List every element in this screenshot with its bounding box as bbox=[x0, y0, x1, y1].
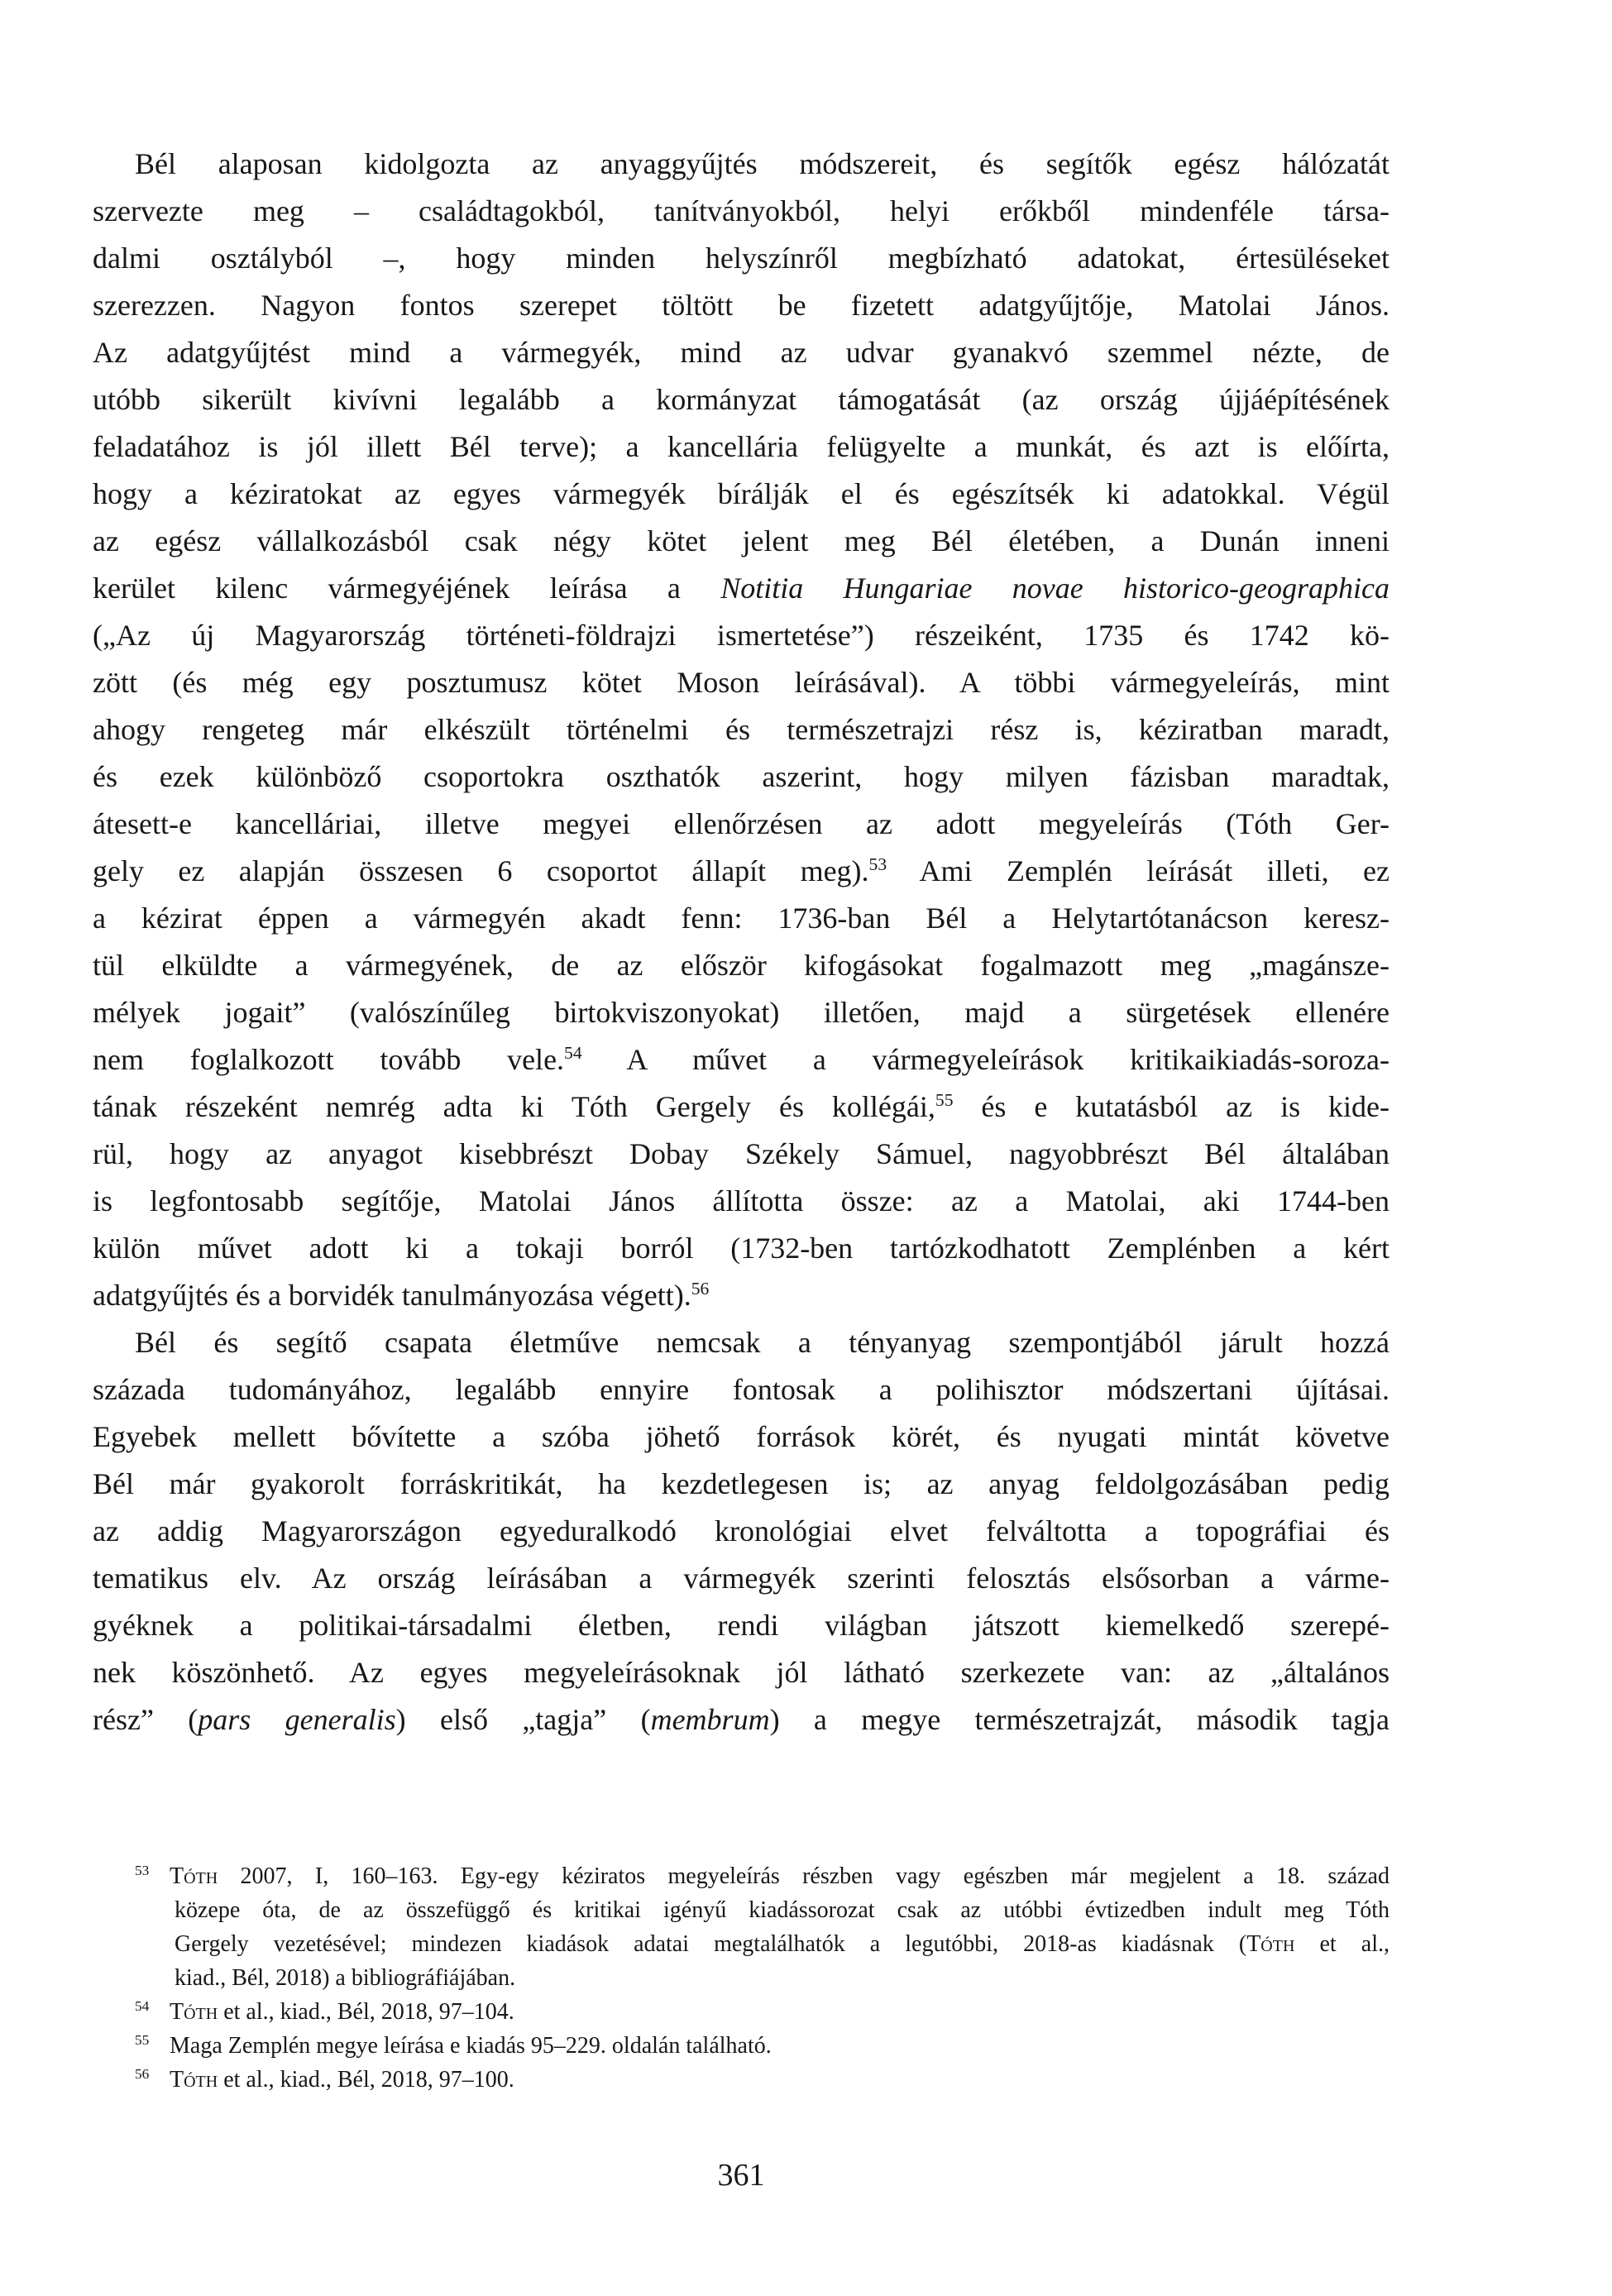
footnote-ref: 54 bbox=[564, 1043, 582, 1063]
text-run: tematikus elv. Az ország leírásában a vármegyék szerinti felosztás elsősorban a várme- bbox=[93, 1562, 1390, 1595]
italic-text: pars generalis bbox=[198, 1703, 396, 1736]
text-line bbox=[93, 1461, 1390, 1508]
text-run: kiad., Bél, 2018) a bibliográfiájában. bbox=[175, 1965, 516, 1991]
text-run: kerület kilenc vármegyéjének leírása a bbox=[93, 572, 721, 605]
text-run: Bél és segítő csapata életműve nemcsak a tényanyag szempontjából járult hozzá bbox=[135, 1326, 1390, 1359]
text-line bbox=[93, 1036, 1390, 1083]
footnote-line bbox=[175, 1961, 1390, 1995]
footnote bbox=[93, 2029, 1390, 2063]
text-run: Az adatgyűjtést mind a vármegyék, mind az udvar gyanakvó szemmel nézte, de bbox=[93, 336, 1390, 369]
smallcaps-name: Tóth bbox=[170, 1863, 218, 1889]
footnote-line: 56 Tóth et al., kiad., Bél, 2018, 97–100. bbox=[135, 2065, 514, 2093]
text-run: is legfontosabb segítője, Matolai János állította össze: az a Matolai, aki 1744-ben bbox=[93, 1184, 1390, 1217]
text-run: ) első „tagja” ( bbox=[395, 1703, 651, 1736]
footnotes-section bbox=[93, 1859, 1390, 2097]
text-line bbox=[93, 942, 1390, 989]
text-run: rül, hogy az anyagot kisebbrészt Dobay Székely Sámuel, nagyobbrészt Bél általában bbox=[93, 1137, 1390, 1170]
text-line bbox=[93, 1319, 1390, 1366]
smallcaps-name: Tóth bbox=[170, 2067, 218, 2093]
text-run: Egyebek mellett bővítette a szóba jöhető források körét, és nyugati mintát követve bbox=[93, 1420, 1390, 1453]
text-line bbox=[93, 1272, 1390, 1319]
text-run: ) a megye természetrajzát, második tagja bbox=[769, 1703, 1390, 1736]
text-run: („Az új Magyarország történeti-földrajzi ismertetése”) részeiként, 1735 és 1742 kö- bbox=[93, 619, 1390, 652]
italic-text: Notitia Hungariae novae historico-geographica bbox=[720, 572, 1390, 605]
text-line bbox=[93, 895, 1390, 942]
text-line bbox=[93, 518, 1390, 565]
page-number: 361 bbox=[717, 2158, 765, 2193]
text-run: et al., bbox=[1294, 1931, 1390, 1957]
text-run: külön művet adott ki a tokaji borról (1732-ben tartózkodhatott Zemplénben a kért bbox=[93, 1232, 1390, 1265]
text-line bbox=[93, 1083, 1390, 1131]
text-line bbox=[93, 1366, 1390, 1413]
text-run: zött (és még egy posztumusz kötet Moson leírásával). A többi vármegyeleírás, mint bbox=[93, 666, 1390, 699]
text-line bbox=[93, 1131, 1390, 1178]
text-line bbox=[93, 376, 1390, 423]
text-line bbox=[93, 282, 1390, 329]
text-line bbox=[93, 989, 1390, 1036]
text-run: gyéknek a politikai-társadalmi életben, rendi világban játszott kiemelkedő szerepé- bbox=[93, 1609, 1390, 1642]
text-run: Gergely vezetésével; mindezen kiadások adatai megtalálhatók a legutóbbi, 2018-as kiadásnak ( bbox=[175, 1931, 1247, 1957]
text-run: hogy a kéziratokat az egyes vármegyék bírálják el és egészítsék ki adatokkal. Végül bbox=[93, 477, 1390, 510]
footnote bbox=[93, 2063, 1390, 2097]
text-run: et al., kiad., Bél, 2018, 97–104. bbox=[218, 1999, 514, 2025]
text-run: Maga Zemplén megye leírása e kiadás 95–229. oldalán található. bbox=[170, 2033, 772, 2059]
text-run: gely ez alapján összesen 6 csoportot állapít meg). bbox=[93, 854, 869, 887]
text-line bbox=[93, 753, 1390, 801]
text-line bbox=[93, 801, 1390, 848]
text-line bbox=[93, 659, 1390, 706]
text-run: tül elküldte a vármegyének, de az először kifogásokat fogalmazott meg „magánsze- bbox=[93, 949, 1390, 982]
text-run: A művet a vármegyeleírások kritikaikiadás-soroza- bbox=[581, 1043, 1390, 1076]
text-line bbox=[93, 471, 1390, 518]
italic-text: membrum bbox=[650, 1703, 770, 1736]
text-line bbox=[93, 235, 1390, 282]
footnote-line: 55 Maga Zemplén megye leírása e kiadás 95–229. oldalán található. bbox=[135, 2031, 772, 2059]
text-run: utóbb sikerült kivívni legalább a kormányzat támogatását (az ország újjáépítésének bbox=[93, 383, 1390, 416]
footnote-ref: 53 bbox=[868, 854, 887, 874]
footnote-line bbox=[175, 1893, 1390, 1927]
text-line bbox=[93, 1413, 1390, 1461]
text-run: a kézirat éppen a vármegyén akadt fenn: 1736-ban Bél a Helytartótanácson keresz- bbox=[93, 902, 1390, 935]
footnote-line bbox=[175, 1927, 1390, 1961]
text-run: átesett-e kancelláriai, illetve megyei ellenőrzésen az adott megyeleírás (Tóth Ger- bbox=[93, 807, 1390, 840]
text-run: az egész vállalkozásból csak négy kötet jelent meg Bél életében, a Dunán inneni bbox=[93, 524, 1390, 557]
text-run: Bél alaposan kidolgozta az anyaggyűjtés módszereit, és segítők egész hálózatát bbox=[135, 147, 1390, 180]
text-run: mélyek jogait” (valószínűleg birtokviszonyokat) illetően, majd a sürgetések ellenére bbox=[93, 996, 1390, 1029]
text-line bbox=[93, 1178, 1390, 1225]
footnote bbox=[93, 1859, 1390, 1995]
text-run: feladatához is jól illett Bél terve); a kancellária felügyelte a munkát, és azt is előírta, bbox=[93, 430, 1390, 463]
text-run: szerezzen. Nagyon fontos szerepet töltött be fizetett adatgyűjtője, Matolai János. bbox=[93, 289, 1390, 322]
text-run: nek köszönhető. Az egyes megyeleírásoknak jól látható szerkezete van: az „általános bbox=[93, 1656, 1390, 1689]
text-line bbox=[93, 848, 1390, 895]
footnote-ref: 55 bbox=[935, 1090, 954, 1110]
text-run: az addig Magyarországon egyeduralkodó kronológiai elvet felváltotta a topográfiai és bbox=[93, 1514, 1390, 1547]
footnote-ref: 56 bbox=[691, 1279, 710, 1299]
text-line bbox=[93, 565, 1390, 612]
text-run: és e kutatásból az is kide- bbox=[953, 1090, 1390, 1123]
text-line bbox=[93, 423, 1390, 471]
text-line bbox=[93, 141, 1390, 188]
text-line bbox=[93, 188, 1390, 235]
smallcaps-name: Tóth bbox=[1246, 1931, 1295, 1957]
footnote-line: 53 Tóth 2007, I, 160–163. Egy-egy kéziratos megyeleírás részben vagy egészben már megjelent a 18. század bbox=[135, 1862, 1390, 1889]
text-line bbox=[93, 1508, 1390, 1555]
text-run: ahogy rengeteg már elkészült történelmi és természetrajzi rész is, kéziratban maradt, bbox=[93, 713, 1390, 746]
paragraph bbox=[93, 141, 1390, 1319]
text-line bbox=[93, 612, 1390, 659]
smallcaps-name: Tóth bbox=[170, 1999, 218, 2025]
text-line bbox=[93, 1649, 1390, 1696]
text-run: Bél már gyakorolt forráskritikát, ha kezdetlegesen is; az anyag feldolgozásában pedig bbox=[93, 1467, 1390, 1500]
text-run: tának részeként nemrég adta ki Tóth Gergely és kollégái, bbox=[93, 1090, 935, 1123]
text-run: 2007, I, 160–163. Egy-egy kéziratos megyeleírás részben vagy egészben már megjelent a 18. század bbox=[218, 1863, 1390, 1889]
text-run: szervezte meg – családtagokból, tanítványokból, helyi erőkből mindenféle társa- bbox=[93, 194, 1390, 227]
text-run: dalmi osztályból –, hogy minden helyszínről megbízható adatokat, értesüléseket bbox=[93, 242, 1390, 275]
text-line bbox=[93, 706, 1390, 753]
text-run: Ami Zemplén leírását illeti, ez bbox=[887, 854, 1390, 887]
text-line bbox=[93, 1225, 1390, 1272]
footnote-line: 54 Tóth et al., kiad., Bél, 2018, 97–104. bbox=[135, 1997, 514, 2025]
text-line bbox=[93, 329, 1390, 376]
text-line bbox=[93, 1602, 1390, 1649]
paragraph bbox=[93, 1319, 1390, 1744]
text-run: et al., kiad., Bél, 2018, 97–100. bbox=[218, 2067, 514, 2093]
footnote bbox=[93, 1995, 1390, 2029]
text-run: nem foglalkozott tovább vele. bbox=[93, 1043, 565, 1076]
text-run: százada tudományához, legalább ennyire fontosak a polihisztor módszertani újításai. bbox=[93, 1373, 1390, 1406]
text-run: és ezek különböző csoportokra oszthatók aszerint, hogy milyen fázisban maradtak, bbox=[93, 760, 1390, 793]
text-line bbox=[93, 1696, 1390, 1744]
text-run: közepe óta, de az összefüggő és kritikai igényű kiadássorozat csak az utóbbi évtizedben indult meg Tóth bbox=[175, 1897, 1390, 1923]
body-text bbox=[93, 141, 1390, 1744]
text-line bbox=[93, 1555, 1390, 1602]
text-run: rész” ( bbox=[93, 1703, 199, 1736]
text-run: adatgyűjtés és a borvidék tanulmányozása végett). bbox=[93, 1279, 691, 1312]
